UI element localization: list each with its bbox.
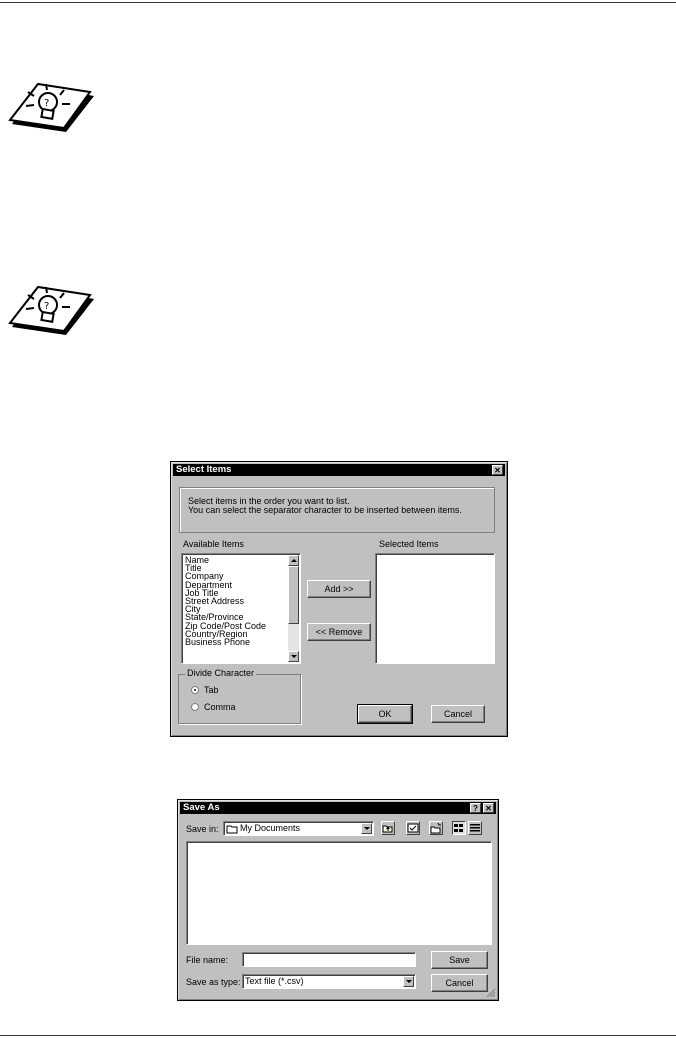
folder-icon [226,824,238,834]
list-item[interactable]: Country/Region [185,628,248,639]
list-item[interactable]: Name [185,555,210,565]
cancel-button-label: Cancel [445,978,474,988]
help-button[interactable] [470,803,481,813]
file-name-label: File name: [186,955,229,965]
scroll-up-button[interactable] [288,555,299,566]
close-button[interactable] [492,465,503,475]
save-as-type-label: Save as type: [186,977,241,987]
dialog-title: Select Items [176,464,232,475]
list-view-icon [453,822,465,834]
list-item[interactable]: Zip Code/Post Code [185,620,267,631]
divide-character-label: Divide Character [187,668,255,678]
chevron-down-icon [364,827,370,830]
up-folder-icon [382,822,394,834]
save-in-value: My Documents [240,823,301,833]
save-as-type-value: Text file (*.csv) [245,976,304,986]
toolbar [381,821,493,836]
divide-character-group [178,674,301,724]
ok-button[interactable] [358,705,412,723]
instructions-line-1: Select items in the order you want to list. [188,496,350,506]
select-items-dialog [170,461,508,737]
file-name-input[interactable] [242,952,416,967]
instructions-box [179,487,495,533]
help-icon: ? [473,804,478,813]
arrow-up-icon [291,559,297,562]
tab-radio[interactable] [191,686,199,694]
new-folder-button[interactable] [429,821,443,835]
up-one-level-button[interactable] [381,821,395,835]
save-in-dropdown[interactable] [223,821,374,836]
desktop-icon [407,822,419,834]
save-as-dialog [177,799,499,1001]
close-button[interactable] [483,803,494,813]
ok-button-label: OK [378,709,392,719]
details-view-icon [469,822,481,834]
title-bar[interactable] [173,464,505,476]
close-icon: ✕ [485,804,492,813]
selected-items-label: Selected Items [379,539,439,549]
lightbulb-tip-icon [8,82,98,134]
available-items-list[interactable] [181,553,301,664]
svg-text:?: ? [44,301,50,312]
selected-items-list[interactable] [375,553,495,664]
scroll-down-button[interactable] [288,651,299,662]
remove-button-label: << Remove [315,627,363,637]
list-item[interactable]: City [185,604,201,615]
list-item[interactable]: Job Title [185,587,219,598]
save-button[interactable] [431,951,488,969]
close-icon: ✕ [494,466,501,475]
cancel-button-label: Cancel [443,709,472,719]
save-as-type-dropdown[interactable] [242,974,416,989]
available-items-entries [183,556,266,646]
cancel-button[interactable] [431,974,488,992]
top-rule [0,2,676,3]
resize-grip-icon[interactable] [486,988,496,998]
list-item[interactable]: Business Phone [185,637,251,648]
list-item[interactable]: Title [185,563,202,574]
arrow-down-icon [291,655,297,658]
add-button-label: Add >> [324,584,354,594]
lightbulb-tip-icon [8,285,98,337]
chevron-down-icon [406,980,412,983]
details-view-button[interactable] [468,821,482,835]
instructions-line-2: You can select the separator character to be inserted between items. [188,505,462,515]
dialog-title: Save As [183,802,220,813]
dropdown-button[interactable] [403,976,414,987]
bottom-rule [0,1035,676,1036]
available-items-label: Available Items [183,539,244,549]
save-button-label: Save [449,955,470,965]
list-item[interactable]: Street Address [185,596,245,607]
desktop-button[interactable] [406,821,420,835]
new-folder-icon [430,822,442,834]
cancel-button[interactable] [431,705,485,723]
save-in-label: Save in: [186,824,219,834]
list-view-button[interactable] [452,821,466,835]
vertical-scrollbar[interactable] [288,555,299,662]
file-list-area[interactable] [186,841,492,945]
title-bar[interactable] [180,802,496,814]
list-item[interactable]: State/Province [185,612,244,623]
add-button[interactable] [307,580,371,598]
remove-button[interactable] [307,623,371,641]
list-item[interactable]: Department [185,579,233,590]
tab-radio-label[interactable]: Tab [204,685,219,695]
scroll-thumb[interactable] [288,566,299,624]
svg-text:?: ? [44,98,50,109]
comma-radio[interactable] [191,703,199,711]
list-item[interactable]: Company [185,571,224,582]
dropdown-button[interactable] [361,823,372,834]
comma-radio-label[interactable]: Comma [204,702,236,712]
